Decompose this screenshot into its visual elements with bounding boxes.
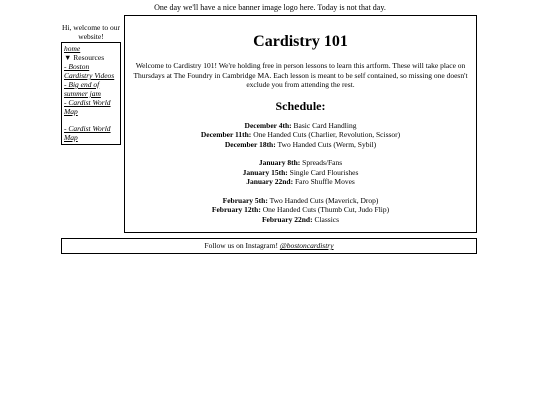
nav-big-end-of-summer-jam-link[interactable]: - Big end of summer jam: [64, 80, 101, 98]
schedule-group-february: [125, 196, 476, 225]
schedule-item: [125, 140, 476, 150]
schedule-date: February 5th:: [222, 195, 268, 205]
schedule-topic: One Handed Cuts (Thumb Cut, Judo Flip): [262, 205, 390, 214]
schedule-item: [125, 215, 476, 225]
page-title: Cardistry 101: [253, 33, 348, 50]
schedule-date: December 4th:: [244, 120, 292, 130]
schedule-topic: Basic Card Handling: [293, 120, 357, 130]
schedule-item: [125, 158, 476, 168]
welcome-text: Hi, welcome to our website!: [62, 23, 120, 41]
footer-text: Follow us on Instagram!: [204, 241, 278, 250]
schedule-topic: Two Handed Cuts (Maverick, Drop): [269, 195, 379, 205]
schedule-list: [125, 121, 476, 225]
schedule-item: [125, 177, 476, 187]
schedule-date: January 8th:: [258, 158, 301, 167]
instagram-link[interactable]: @bostoncardistry: [279, 241, 334, 250]
schedule-topic: Spreads/Fans: [302, 158, 343, 167]
schedule-item: [125, 205, 476, 215]
schedule-topic: One Handed Cuts (Charlier, Revolution, Scissor): [253, 130, 401, 139]
schedule-date: February 22nd:: [261, 214, 313, 224]
schedule-heading: Schedule:: [275, 98, 326, 113]
schedule-topic: Faro Shuffle Moves: [294, 177, 355, 186]
nav-spacer: [64, 116, 118, 124]
banner-text: One day we'll have a nice banner image logo here. Today is not that day.: [154, 3, 386, 12]
footer: [61, 238, 477, 254]
schedule-topic: Two Handed Cuts (Werm, Sybil): [277, 139, 377, 149]
nav-cardist-world-map-link-2[interactable]: - Cardist World Map: [64, 124, 111, 142]
sidebar: [61, 22, 121, 145]
nav-home-link[interactable]: home: [64, 44, 81, 53]
schedule-item: [125, 168, 476, 178]
schedule-topic: Classics: [314, 214, 340, 224]
schedule-date: January 15th:: [242, 167, 288, 177]
schedule-date: January 22nd:: [246, 177, 294, 186]
schedule-group-december: [125, 121, 476, 150]
schedule-group-january: [125, 158, 476, 187]
nav-boston-cardistry-videos-link[interactable]: - Boston Cardistry Videos: [64, 62, 115, 80]
schedule-date: December 11th:: [200, 130, 252, 139]
intro-paragraph: Welcome to Cardistry 101! We're holding free in person lessons to learn this artform. These will take place on Thursdays at The Foundry in Cambridge MA. Each lesson is meant to be self contained, so missing one doesn't exclude you from attending the rest.: [133, 61, 468, 89]
schedule-item: [125, 121, 476, 131]
schedule-item: [125, 130, 476, 140]
schedule-date: December 18th:: [224, 139, 276, 149]
nav-cardist-world-map-link[interactable]: - Cardist World Map: [64, 98, 111, 116]
nav-menu: [61, 42, 121, 145]
schedule-topic: Single Card Flourishes: [289, 167, 359, 177]
schedule-date: February 12th:: [211, 205, 261, 214]
schedule-item: [125, 196, 476, 206]
main-content: [124, 15, 477, 233]
nav-resources-toggle[interactable]: ▼ Resources: [64, 53, 105, 62]
